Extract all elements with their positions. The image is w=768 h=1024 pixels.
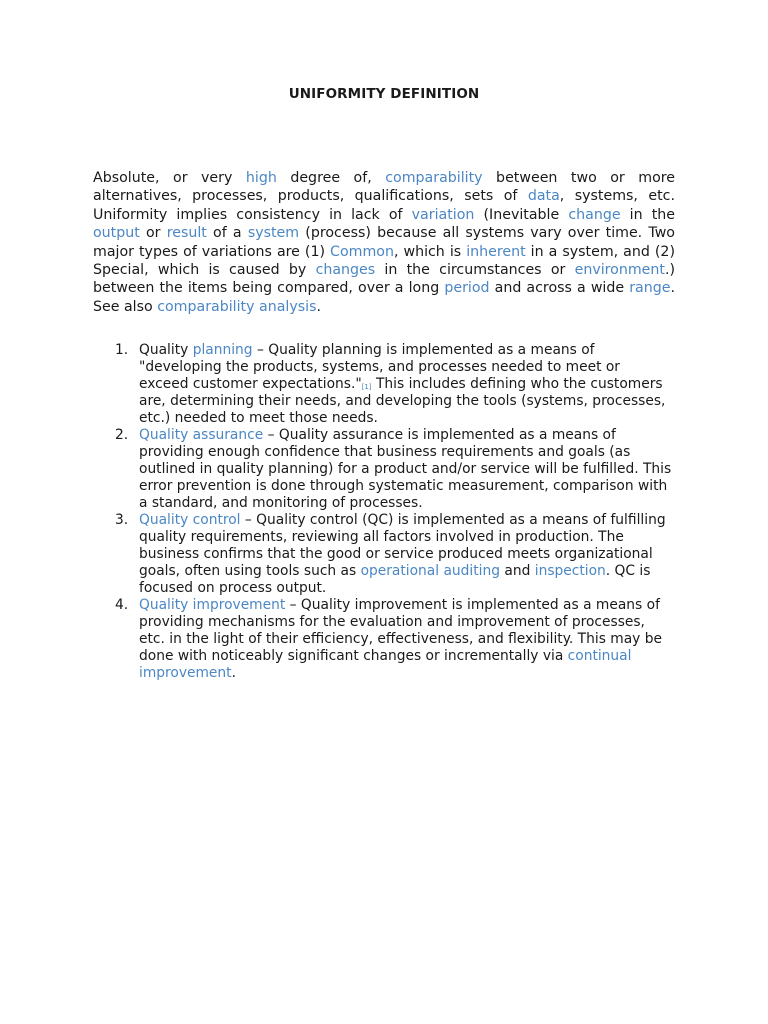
- list-number: 3.: [115, 512, 129, 528]
- link-system[interactable]: system: [247, 225, 300, 242]
- text-run: (Inevitable: [474, 206, 569, 223]
- link-common[interactable]: Common: [330, 243, 394, 260]
- text-run: and across a wide: [489, 280, 630, 297]
- quality-list: [112, 342, 672, 682]
- link-range[interactable]: range: [629, 280, 671, 297]
- text-run: – Quality planning is implemented as a means of "developing the products, systems, and processes needed to meet or exceed customer expectations.": [139, 342, 620, 392]
- list-item: [112, 512, 672, 597]
- list-item: [112, 342, 672, 427]
- link-data[interactable]: data: [527, 188, 560, 205]
- list-item: [112, 427, 672, 512]
- citation-link[interactable]: [1]: [361, 383, 372, 391]
- list-item: [112, 597, 672, 682]
- text-run: and: [500, 563, 535, 579]
- text-run: (process) because all systems vary over time. Two major types of variations are (1): [93, 225, 675, 260]
- text-run: – Quality control (QC) is implemented as a means of fulfilling quality requirements, reviewing all factors involved in production. The business confirms that the good or service produced meets organizational goals, often using tools such as: [139, 512, 666, 579]
- link-inherent[interactable]: inherent: [466, 243, 526, 260]
- text-run: , systems, etc. Uniformity implies consistency in lack of: [93, 188, 675, 223]
- text-run: .) between the items being compared, over a long: [93, 262, 675, 297]
- definition-paragraph: [93, 169, 675, 316]
- text-run: .: [231, 665, 236, 681]
- text-run: degree of,: [276, 170, 386, 186]
- link-change[interactable]: change: [568, 206, 621, 223]
- link-changes[interactable]: changes: [315, 262, 376, 279]
- list-number: 4.: [115, 597, 129, 613]
- link-operational-auditing[interactable]: operational auditing: [360, 563, 501, 579]
- text-run: – Quality improvement is implemented as a means of providing mechanisms for the evaluation and improvement of processes, etc. in the light of their efficiency, effectiveness, and flexibility. This may be done with noticeably significant changes or incrementally via: [139, 597, 662, 664]
- link-quality-improvement[interactable]: Quality improvement: [139, 597, 286, 613]
- text-run: of a: [206, 225, 248, 242]
- text-run: .: [316, 298, 321, 315]
- document-title: UNIFORMITY DEFINITION: [288, 86, 480, 102]
- text-run: , which is: [393, 243, 467, 260]
- link-variation[interactable]: variation: [411, 206, 475, 223]
- link-comparability-analysis[interactable]: comparability analysis: [157, 298, 317, 315]
- text-run: in the circumstances or: [375, 262, 575, 279]
- link-quality-assurance[interactable]: Quality assurance: [139, 427, 264, 443]
- text-run: This includes defining who the customers are, determining their needs, and developing the tools (systems, processes, etc.) needed to meet those needs.: [139, 376, 666, 426]
- link-environment[interactable]: environment: [574, 262, 665, 279]
- text-run: or: [139, 225, 167, 242]
- text-run: Quality: [139, 342, 193, 358]
- link-inspection[interactable]: inspection: [534, 563, 606, 579]
- link-planning[interactable]: planning: [192, 342, 253, 358]
- text-run: Absolute, or very: [93, 170, 246, 186]
- link-high[interactable]: high: [245, 170, 277, 186]
- link-output[interactable]: output: [93, 225, 140, 242]
- text-run: . QC is focused on process output.: [139, 563, 651, 596]
- link-result[interactable]: result: [166, 225, 207, 242]
- link-period[interactable]: period: [444, 280, 490, 297]
- link-continual-improvement[interactable]: continual improvement: [139, 648, 632, 681]
- text-run: between two or more alternatives, processes, products, qualifications, sets of: [93, 170, 676, 205]
- link-quality-control[interactable]: Quality control: [139, 512, 241, 528]
- text-run: in the: [620, 206, 675, 223]
- link-comparability[interactable]: comparability: [385, 170, 483, 186]
- list-number: 2.: [115, 427, 129, 443]
- text-run: . See also: [93, 280, 675, 315]
- text-run: – Quality assurance is implemented as a means of providing enough confidence that business requirements and goals (as outlined in quality planning) for a product and/or service will be fulfilled. This error prevention is done through systematic measurement, comparison with a standard, and monitoring of processes.: [139, 427, 672, 511]
- text-run: in a system, and (2) Special, which is caused by: [93, 243, 675, 279]
- list-number: 1.: [115, 342, 129, 358]
